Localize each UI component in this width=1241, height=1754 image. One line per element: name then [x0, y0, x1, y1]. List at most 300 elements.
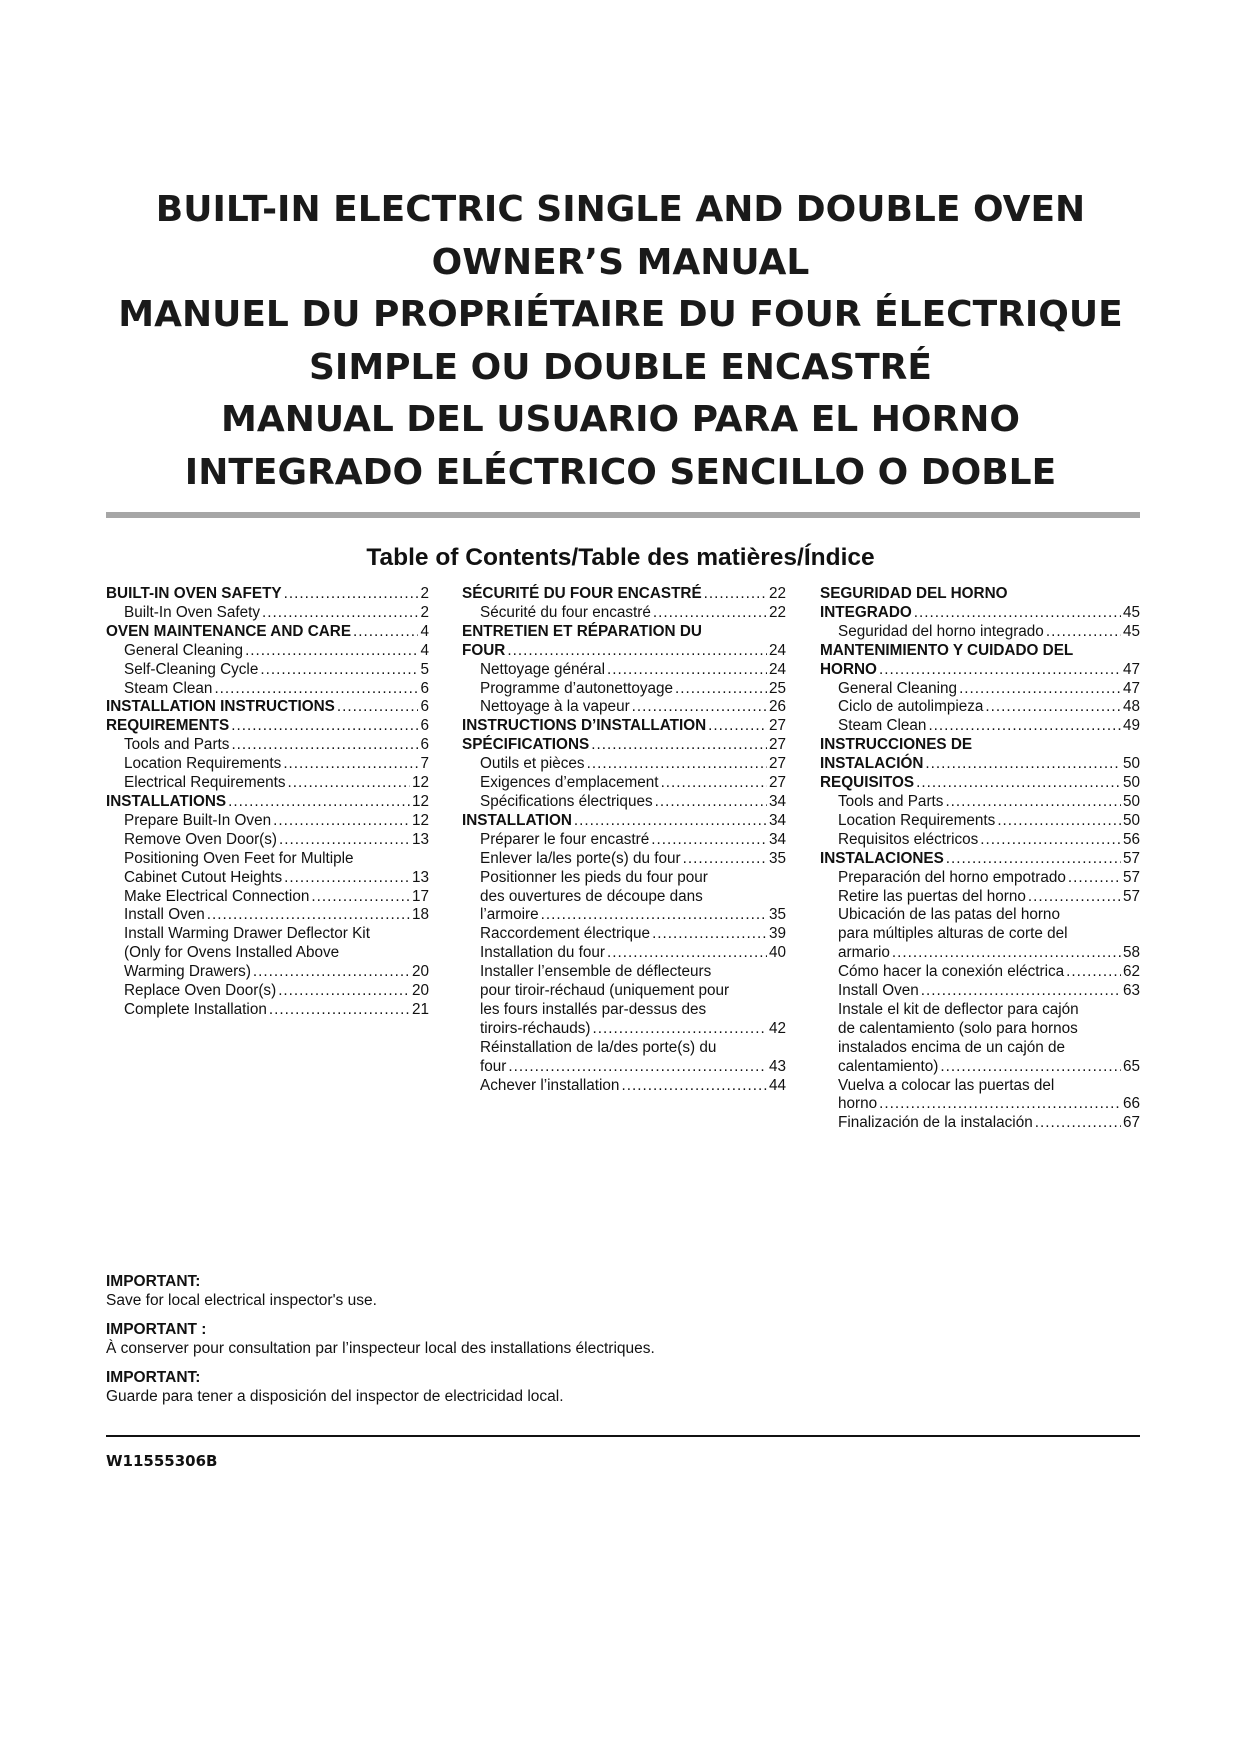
- toc-entry: [106, 925, 429, 982]
- toc-entry: [462, 944, 786, 963]
- toc-entry: [106, 1001, 429, 1020]
- dot-leader: [985, 698, 1121, 717]
- toc-entry: [462, 925, 786, 944]
- toc-page-number: 34: [768, 792, 786, 810]
- toc-entry-line: [480, 774, 786, 793]
- toc-entry-text: INSTALLATION: [462, 811, 572, 829]
- toc-entry-text: Positionner les pieds du four pour: [480, 868, 708, 886]
- toc-entry-text: Replace Oven Door(s): [124, 982, 277, 1000]
- toc-page-number: 35: [768, 906, 786, 924]
- toc-entry-text: Retire las puertas del horno: [838, 887, 1026, 905]
- toc-entry-text: Warming Drawers): [124, 963, 251, 981]
- toc-page-number: 58: [1122, 944, 1140, 962]
- toc-page-number: 50: [1122, 792, 1140, 810]
- toc-entry: [106, 850, 429, 888]
- toc-entry-line: [838, 680, 1140, 699]
- toc-page-number: 22: [768, 585, 786, 602]
- toc-entry-text: Installer l’ensemble de déflecteurs: [480, 963, 712, 981]
- toc-entry-line: [480, 944, 786, 963]
- toc-entry: [820, 812, 1140, 831]
- toc-page-number: 48: [1122, 698, 1140, 716]
- toc-entry: [462, 812, 786, 831]
- dot-leader: [653, 604, 767, 623]
- toc-entry-text: Remove Oven Door(s): [124, 830, 278, 848]
- toc-page-number: 24: [768, 641, 786, 659]
- toc-page-number: 6: [420, 736, 429, 754]
- toc-entry-text: INSTRUCCIONES DE: [820, 736, 973, 754]
- toc-entry-line: [480, 1077, 786, 1096]
- toc-entry-text: Requisitos eléctricos: [838, 830, 979, 848]
- toc-entry-line: [124, 888, 429, 907]
- dot-leader: [508, 1058, 767, 1077]
- dot-leader: [353, 623, 418, 642]
- toc-entry-line: [106, 698, 429, 717]
- toc-entry-text: Steam Clean: [838, 717, 927, 735]
- dot-leader: [921, 982, 1121, 1001]
- toc-page-number: 34: [768, 830, 786, 848]
- toc-page-number: 17: [411, 887, 429, 905]
- toc-page-number: 44: [768, 1076, 786, 1094]
- important-text: Guarde para tener a disposición del inspector de electricidad local.: [106, 1388, 564, 1405]
- dot-leader: [892, 944, 1121, 963]
- toc-entry-text: SÉCURITÉ DU FOUR ENCASTRÉ: [462, 585, 702, 602]
- toc-entry-line: [480, 906, 786, 925]
- toc-entry: [820, 774, 1140, 793]
- toc-entry-text: Positioning Oven Feet for Multiple: [124, 849, 354, 867]
- toc-entry-line: [124, 869, 429, 888]
- dot-leader: [704, 585, 767, 604]
- toc-entry-line: [124, 1001, 429, 1020]
- toc-entry: [462, 1039, 786, 1077]
- footer-divider: [106, 1435, 1140, 1437]
- dot-leader: [607, 661, 767, 680]
- toc-page-number: 26: [768, 698, 786, 716]
- toc-entry-text: Cómo hacer la conexión eléctrica: [838, 963, 1065, 981]
- toc-entry-line: [838, 888, 1140, 907]
- toc-entry: [106, 831, 429, 850]
- toc-entry-line: [124, 963, 429, 982]
- toc-page-number: 50: [1122, 774, 1140, 792]
- toc-entry-text: Programme d’autonettoyage: [480, 679, 674, 697]
- toc-entry: [820, 698, 1140, 717]
- dot-leader: [651, 831, 767, 850]
- toc-entry: [820, 850, 1140, 869]
- dot-leader: [916, 774, 1121, 793]
- toc-page-number: 13: [411, 868, 429, 886]
- title-line: MANUEL DU PROPRIÉTAIRE DU FOUR ÉLECTRIQUE: [118, 294, 1123, 335]
- toc-entry-line: [106, 623, 429, 642]
- dot-leader: [260, 661, 418, 680]
- toc-entry-text: Install Warming Drawer Deflector Kit: [124, 925, 370, 943]
- toc-page-number: 4: [420, 622, 429, 640]
- toc-entry: [820, 680, 1140, 699]
- important-label: IMPORTANT :: [106, 1321, 207, 1338]
- dot-leader: [253, 963, 410, 982]
- toc-entry: [462, 1077, 786, 1096]
- toc-entry-line: [480, 661, 786, 680]
- toc-entry-text: l’armoire: [480, 906, 539, 924]
- dot-leader: [284, 869, 410, 888]
- important-label: IMPORTANT:: [106, 1369, 201, 1386]
- toc-entry-text: INSTALACIÓN: [820, 755, 924, 773]
- toc-page-number: 6: [420, 679, 429, 697]
- toc-page-number: 20: [411, 982, 429, 1000]
- toc-entry-text: Cabinet Cutout Heights: [124, 868, 283, 886]
- toc-page-number: 21: [411, 1000, 429, 1018]
- toc-page-number: 35: [768, 849, 786, 867]
- toc-page-number: 20: [411, 963, 429, 981]
- toc-entry-line: [838, 1058, 1140, 1077]
- toc-entry: [820, 623, 1140, 642]
- dot-leader: [245, 642, 418, 661]
- dot-leader: [273, 812, 410, 831]
- toc-entry-text: Tools and Parts: [838, 792, 944, 810]
- toc-page-number: 50: [1122, 755, 1140, 773]
- toc-page-number: 27: [768, 717, 786, 735]
- toc-page-number: 27: [768, 736, 786, 754]
- toc-page-number: 2: [420, 603, 429, 621]
- toc-entry-line: [838, 831, 1140, 850]
- toc-entry-line: [820, 604, 1140, 623]
- toc-entry-line: [838, 698, 1140, 717]
- toc-entry-text: Exigences d’emplacement: [480, 774, 659, 792]
- toc-entry: [106, 812, 429, 831]
- toc-entry: [106, 755, 429, 774]
- toc-entry-line: [106, 793, 429, 812]
- important-notice-english: [106, 1272, 377, 1310]
- toc-page-number: 2: [420, 585, 429, 602]
- toc-entry-line: [838, 869, 1140, 888]
- toc-entry-text: Nettoyage à la vapeur: [480, 698, 630, 716]
- toc-page-number: 57: [1122, 868, 1140, 886]
- toc-entry-text: pour tiroir-réchaud (uniquement pour: [480, 982, 730, 1000]
- toc-entry-text: four: [480, 1057, 507, 1075]
- toc-page-number: 22: [768, 603, 786, 621]
- dot-leader: [1035, 1114, 1121, 1133]
- toc-entry-line: [838, 963, 1140, 982]
- toc-entry-line: [838, 623, 1140, 642]
- toc-entry: [462, 623, 786, 661]
- toc-entry: [462, 698, 786, 717]
- dot-leader: [1028, 888, 1121, 907]
- dot-leader: [231, 717, 418, 736]
- toc-entry-text: armario: [838, 944, 890, 962]
- toc-entry: [820, 736, 1140, 774]
- toc-entry-text: des ouvertures de découpe dans: [480, 887, 703, 905]
- toc-entry: [820, 831, 1140, 850]
- toc-entry: [106, 774, 429, 793]
- toc-entry: [820, 906, 1140, 963]
- toc-entry-line: [480, 831, 786, 850]
- dot-leader: [262, 604, 418, 623]
- toc-page-number: 67: [1122, 1114, 1140, 1132]
- toc-entry-line: [124, 982, 429, 1001]
- toc-entry-line: [462, 736, 786, 755]
- toc-entry-text: Outils et pièces: [480, 755, 585, 773]
- toc-entry-line: [480, 755, 786, 774]
- important-notice-spanish: [106, 1368, 564, 1406]
- toc-entry-text: Install Oven: [124, 906, 205, 924]
- toc-entry-line: [838, 1095, 1140, 1114]
- toc-entry-text: General Cleaning: [838, 679, 958, 697]
- toc-entry: [820, 963, 1140, 982]
- toc-entry-text: Installation du four: [480, 944, 606, 962]
- toc-entry-line: [124, 906, 429, 925]
- toc-page-number: 66: [1122, 1095, 1140, 1113]
- title-line: OWNER’S MANUAL: [431, 241, 810, 283]
- dot-leader: [655, 793, 767, 812]
- toc-page-number: 7: [420, 755, 429, 773]
- toc-entry-line: [838, 1114, 1140, 1133]
- toc-entry-text: SEGURIDAD DEL HORNO: [820, 585, 1008, 602]
- toc-entry: [462, 661, 786, 680]
- title-line: MANUAL DEL USUARIO PARA EL HORNO: [221, 399, 1020, 440]
- dot-leader: [914, 604, 1121, 623]
- dot-leader: [283, 755, 418, 774]
- toc-entry-line: [124, 642, 429, 661]
- toc-entry-line: [106, 585, 429, 604]
- toc-entry-line: [124, 812, 429, 831]
- toc-entry: [820, 1077, 1140, 1115]
- document-title: [0, 184, 1241, 499]
- toc-entry-text: OVEN MAINTENANCE AND CARE: [106, 622, 352, 640]
- toc-page-number: 50: [1122, 811, 1140, 829]
- toc-page-number: 13: [411, 830, 429, 848]
- toc-page-number: 12: [411, 811, 429, 829]
- toc-entry-text: INSTALACIONES: [820, 849, 944, 867]
- toc-entry-text: Spécifications électriques: [480, 792, 653, 810]
- toc-entry-line: [820, 755, 1140, 774]
- toc-entry-text: tiroirs-réchauds): [480, 1019, 591, 1037]
- toc-entry-text: Raccordement électrique: [480, 925, 651, 943]
- toc-entry: [462, 793, 786, 812]
- toc-entry: [820, 585, 1140, 623]
- toc-entry-line: [480, 850, 786, 869]
- toc-entry-line: [124, 604, 429, 623]
- dot-leader: [269, 1001, 410, 1020]
- toc-entry-line: [462, 642, 786, 661]
- dot-leader: [675, 680, 767, 699]
- dot-leader: [311, 888, 410, 907]
- dot-leader: [928, 717, 1121, 736]
- title-line: SIMPLE OU DOUBLE ENCASTRÉ: [309, 346, 932, 388]
- toc-entry-text: Tools and Parts: [124, 736, 230, 754]
- toc-entry-line: [124, 774, 429, 793]
- toc-entry: [820, 1114, 1140, 1133]
- toc-entry-text: General Cleaning: [124, 641, 244, 659]
- dot-leader: [661, 774, 767, 793]
- toc-entry-text: les fours installés par-dessus des: [480, 1000, 707, 1018]
- toc-entry: [820, 717, 1140, 736]
- toc-entry: [462, 850, 786, 869]
- toc-entry-text: Vuelva a colocar las puertas del: [838, 1076, 1055, 1094]
- toc-entry-line: [480, 698, 786, 717]
- toc-page-number: 65: [1122, 1057, 1140, 1075]
- dot-leader: [708, 717, 767, 736]
- toc-entry-text: Steam Clean: [124, 679, 213, 697]
- toc-page-number: 40: [768, 944, 786, 962]
- toc-entry-text: Achever l’installation: [480, 1076, 620, 1094]
- toc-entry-text: REQUIREMENTS: [106, 717, 230, 735]
- toc-entry-line: [480, 793, 786, 812]
- toc-entry-text: Préparer le four encastré: [480, 830, 650, 848]
- important-notice-french: [106, 1320, 655, 1358]
- toc-page-number: 45: [1122, 603, 1140, 621]
- toc-page-number: 18: [411, 906, 429, 924]
- toc-page-number: 43: [768, 1057, 786, 1075]
- toc-entry: [462, 717, 786, 736]
- dot-leader: [278, 982, 410, 1001]
- toc-entry: [106, 680, 429, 699]
- toc-entry-text: Location Requirements: [838, 811, 996, 829]
- toc-entry: [462, 585, 786, 604]
- toc-entry-line: [124, 661, 429, 680]
- dot-leader: [879, 1095, 1121, 1114]
- toc-entry: [106, 888, 429, 907]
- document-code: W11555306B: [106, 1452, 218, 1470]
- toc-entry: [462, 774, 786, 793]
- toc-entry-text: Seguridad del horno integrado: [838, 622, 1044, 640]
- dot-leader: [607, 944, 767, 963]
- toc-entry-text: INTEGRADO: [820, 603, 912, 621]
- toc-entry: [820, 1001, 1140, 1077]
- toc-entry-text: HORNO: [820, 660, 877, 678]
- toc-entry-text: Ciclo de autolimpieza: [838, 698, 984, 716]
- toc-entry-line: [820, 661, 1140, 680]
- toc-entry-line: [838, 944, 1140, 963]
- dot-leader: [574, 812, 767, 831]
- toc-column-french: [462, 585, 786, 1095]
- toc-entry-text: Preparación del horno empotrado: [838, 868, 1066, 886]
- toc-entry-line: [820, 774, 1140, 793]
- important-text: Save for local electrical inspector's use.: [106, 1292, 377, 1309]
- toc-entry: [106, 623, 429, 642]
- dot-leader: [1046, 623, 1121, 642]
- dot-leader: [279, 831, 410, 850]
- dot-leader: [945, 793, 1121, 812]
- toc-entry-text: Built-In Oven Safety: [124, 603, 261, 621]
- toc-entry: [820, 642, 1140, 680]
- toc-entry-text: Install Oven: [838, 982, 919, 1000]
- toc-entry-line: [124, 736, 429, 755]
- dot-leader: [231, 736, 418, 755]
- toc-page-number: 39: [768, 925, 786, 943]
- dot-leader: [587, 755, 767, 774]
- dot-leader: [541, 906, 767, 925]
- dot-leader: [507, 642, 767, 661]
- toc-page-number: 57: [1122, 887, 1140, 905]
- toc-page-number: 42: [768, 1019, 786, 1037]
- toc-entry-text: INSTRUCTIONS D’INSTALLATION: [462, 717, 707, 735]
- toc-page-number: 45: [1122, 622, 1140, 640]
- toc-entry-line: [124, 831, 429, 850]
- toc-entry: [106, 793, 429, 812]
- toc-page-number: 34: [768, 811, 786, 829]
- toc-entry-line: [124, 680, 429, 699]
- toc-entry-text: FOUR: [462, 641, 506, 659]
- toc-entry-text: Enlever la/les porte(s) du four: [480, 849, 681, 867]
- toc-entry-text: Finalización de la instalación: [838, 1114, 1033, 1132]
- toc-entry: [462, 755, 786, 774]
- toc-page-number: 12: [411, 792, 429, 810]
- toc-page-number: 6: [420, 717, 429, 735]
- toc-heading: Table of Contents/Table des matières/Índice: [366, 544, 875, 571]
- dot-leader: [284, 585, 419, 604]
- dot-leader: [632, 698, 767, 717]
- dot-leader: [621, 1077, 767, 1096]
- toc-entry: [106, 661, 429, 680]
- toc-entry-text: SPÉCIFICATIONS: [462, 736, 590, 754]
- toc-page-number: 5: [420, 660, 429, 678]
- toc-entry-line: [462, 717, 786, 736]
- toc-page-number: 63: [1122, 982, 1140, 1000]
- toc-entry-line: [838, 717, 1140, 736]
- toc-entry-text: Ubicación de las patas del horno: [838, 906, 1060, 924]
- dot-leader: [997, 812, 1121, 831]
- toc-entry-line: [480, 604, 786, 623]
- toc-entry-text: ENTRETIEN ET RÉPARATION DU: [462, 622, 702, 640]
- toc-entry-line: [106, 717, 429, 736]
- toc-entry: [106, 982, 429, 1001]
- toc-column-spanish: [820, 585, 1140, 1133]
- dot-leader: [593, 1020, 767, 1039]
- toc-entry: [462, 963, 786, 1039]
- dot-leader: [925, 755, 1121, 774]
- toc-page-number: 49: [1122, 717, 1140, 735]
- title-divider: [106, 512, 1140, 518]
- dot-leader: [683, 850, 767, 869]
- toc-entry-line: [462, 585, 786, 604]
- toc-entry-text: Complete Installation: [124, 1000, 267, 1018]
- toc-entry-text: horno: [838, 1095, 878, 1113]
- toc-entry-line: [838, 812, 1140, 831]
- toc-entry-text: Instale el kit de deflector para cajón: [838, 1000, 1079, 1018]
- toc-entry-text: Make Electrical Connection: [124, 887, 310, 905]
- toc-entry-text: calentamiento): [838, 1057, 939, 1075]
- toc-page-number: 4: [420, 641, 429, 659]
- toc-page-number: 62: [1122, 963, 1140, 981]
- toc-entry-text: para múltiples alturas de corte del: [838, 925, 1068, 943]
- toc-entry-text: INSTALLATION INSTRUCTIONS: [106, 698, 335, 716]
- dot-leader: [652, 925, 767, 944]
- dot-leader: [959, 680, 1121, 699]
- toc-page-number: 24: [768, 660, 786, 678]
- toc-entry-text: REQUISITOS: [820, 774, 915, 792]
- title-line: INTEGRADO ELÉCTRICO SENCILLO O DOBLE: [184, 451, 1057, 493]
- toc-entry: [106, 642, 429, 661]
- dot-leader: [980, 831, 1121, 850]
- toc-entry-text: Nettoyage général: [480, 660, 606, 678]
- dot-leader: [879, 661, 1121, 680]
- dot-leader: [337, 698, 419, 717]
- toc-page-number: 12: [411, 774, 429, 792]
- toc-page-number: 57: [1122, 849, 1140, 867]
- toc-entry-text: instalados encima de un cajón de: [838, 1038, 1066, 1056]
- toc-entry: [820, 888, 1140, 907]
- toc-entry: [462, 604, 786, 623]
- toc-entry-line: [838, 982, 1140, 1001]
- toc-entry: [462, 869, 786, 926]
- dot-leader: [1068, 869, 1121, 888]
- toc-entry-text: (Only for Ovens Installed Above: [124, 944, 340, 962]
- toc-entry-line: [480, 1020, 786, 1039]
- toc-entry: [106, 604, 429, 623]
- toc-page-number: 47: [1122, 679, 1140, 697]
- dot-leader: [940, 1058, 1121, 1077]
- toc-entry: [820, 869, 1140, 888]
- toc-entry: [106, 717, 429, 736]
- toc-entry: [106, 906, 429, 925]
